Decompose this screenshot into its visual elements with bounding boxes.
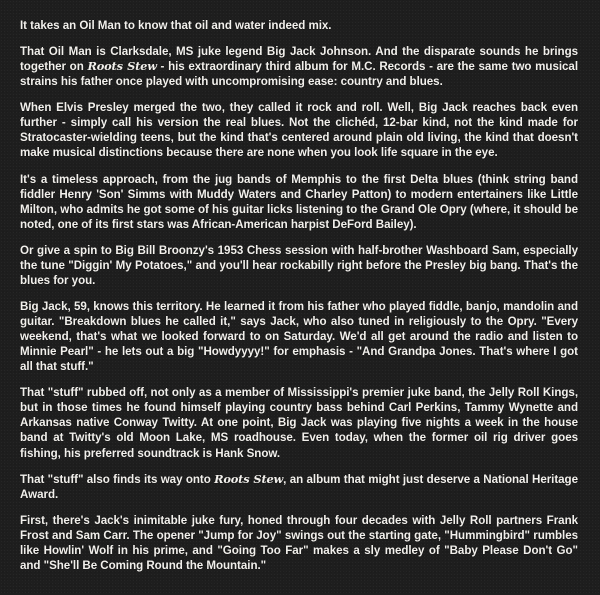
album-title-text: Roots Stew [87,59,157,74]
text-run: It takes an Oil Man to know that oil and water indeed mix. [20,19,332,32]
liner-paragraph [20,472,578,502]
liner-paragraph [20,100,578,160]
liner-paragraph [20,172,578,232]
liner-paragraph [20,513,578,573]
liner-paragraph [20,299,578,374]
liner-paragraph [20,44,578,89]
liner-notes-text [20,18,578,573]
text-run: First, there's Jack's inimitable juke fury, honed through four decades with Jelly Roll partners Frank Frost and Sam Carr. The opener "Jump for Joy" swings out the starting gate, "Hummingbird" rumbles like Howlin' Wolf in his prime, and "Going Too Far" makes a sly medley of "Baby Please Don't Go" and "She'll Be Coming Round the Mountain." [20,513,578,572]
text-run: That "stuff" rubbed off, not only as a member of Mississippi's premier juke band, the Jelly Roll Kings, but in those times he found himself playing country bass behind Carl Perkins, Tammy Wynette and Arkansas native Conway Twitty. At one point, Big Jack was playing five nights a week in the house band at Twitty's old Moon Lake, MS roadhouse. Even today, when the former oil rig driver goes fishing, his preferred soundtrack is Hank Snow. [20,386,578,460]
text-run: That Oil Man is Clarksdale, MS juke legend Big Jack Johnson. And the disparate sounds he brings together on [20,45,578,74]
liner-paragraph [20,243,578,288]
text-run: It's a timeless approach, from the jug bands of Memphis to the first Delta blues (think string band fiddler Henry 'Son' Simms with Muddy Waters and Charley Patton) to modern entertainers like Little Milton, who admits he got some of his guitar licks listening to the Grand Ole Opry (where, it should be noted, one of its first stars was African-American harpist DeFord Bailey). [20,172,578,231]
liner-paragraph [20,385,578,460]
text-run: When Elvis Presley merged the two, they called it rock and roll. Well, Big Jack reaches back even further - simply call his version the real blues. Not the clichéd, 12-bar kind, not the kind made for Stratocaster-wielding teens, but the kind that's centered around plain old living, the kind that doesn't make musical distinctions because there are none when you look life square in the eye. [20,101,578,160]
text-run: That "stuff" also finds its way onto [20,472,215,486]
text-run: , an album that might just deserve a National Heritage Award. [20,472,578,501]
album-title-text: Roots Stew [214,471,284,486]
text-run: Or give a spin to Big Bill Broonzy's 1953 Chess session with half-brother Washboard Sam, especially the tune "Diggin' My Potatoes," and you'll hear rockabilly right before the Presley big bang. That's the blues for you. [20,243,578,287]
text-run: - his extraordinary third album for M.C. Records - are the same two musical strains his father once played with uncompromising ease: country and blues. [20,60,578,89]
liner-paragraph [20,18,578,33]
text-run: Big Jack, 59, knows this territory. He learned it from his father who played fiddle, banjo, mandolin and guitar. "Breakdown blues he called it," says Jack, who also tuned in religiously to the Opry. "Every weekend, that's what we looked forward to on Saturday. We'd all get around the radio and listen to Minnie Pearl" - he lets out a big "Howdyyyy!" for emphasis - "And Grandpa Jones. That's where I got all that stuff." [20,299,578,374]
